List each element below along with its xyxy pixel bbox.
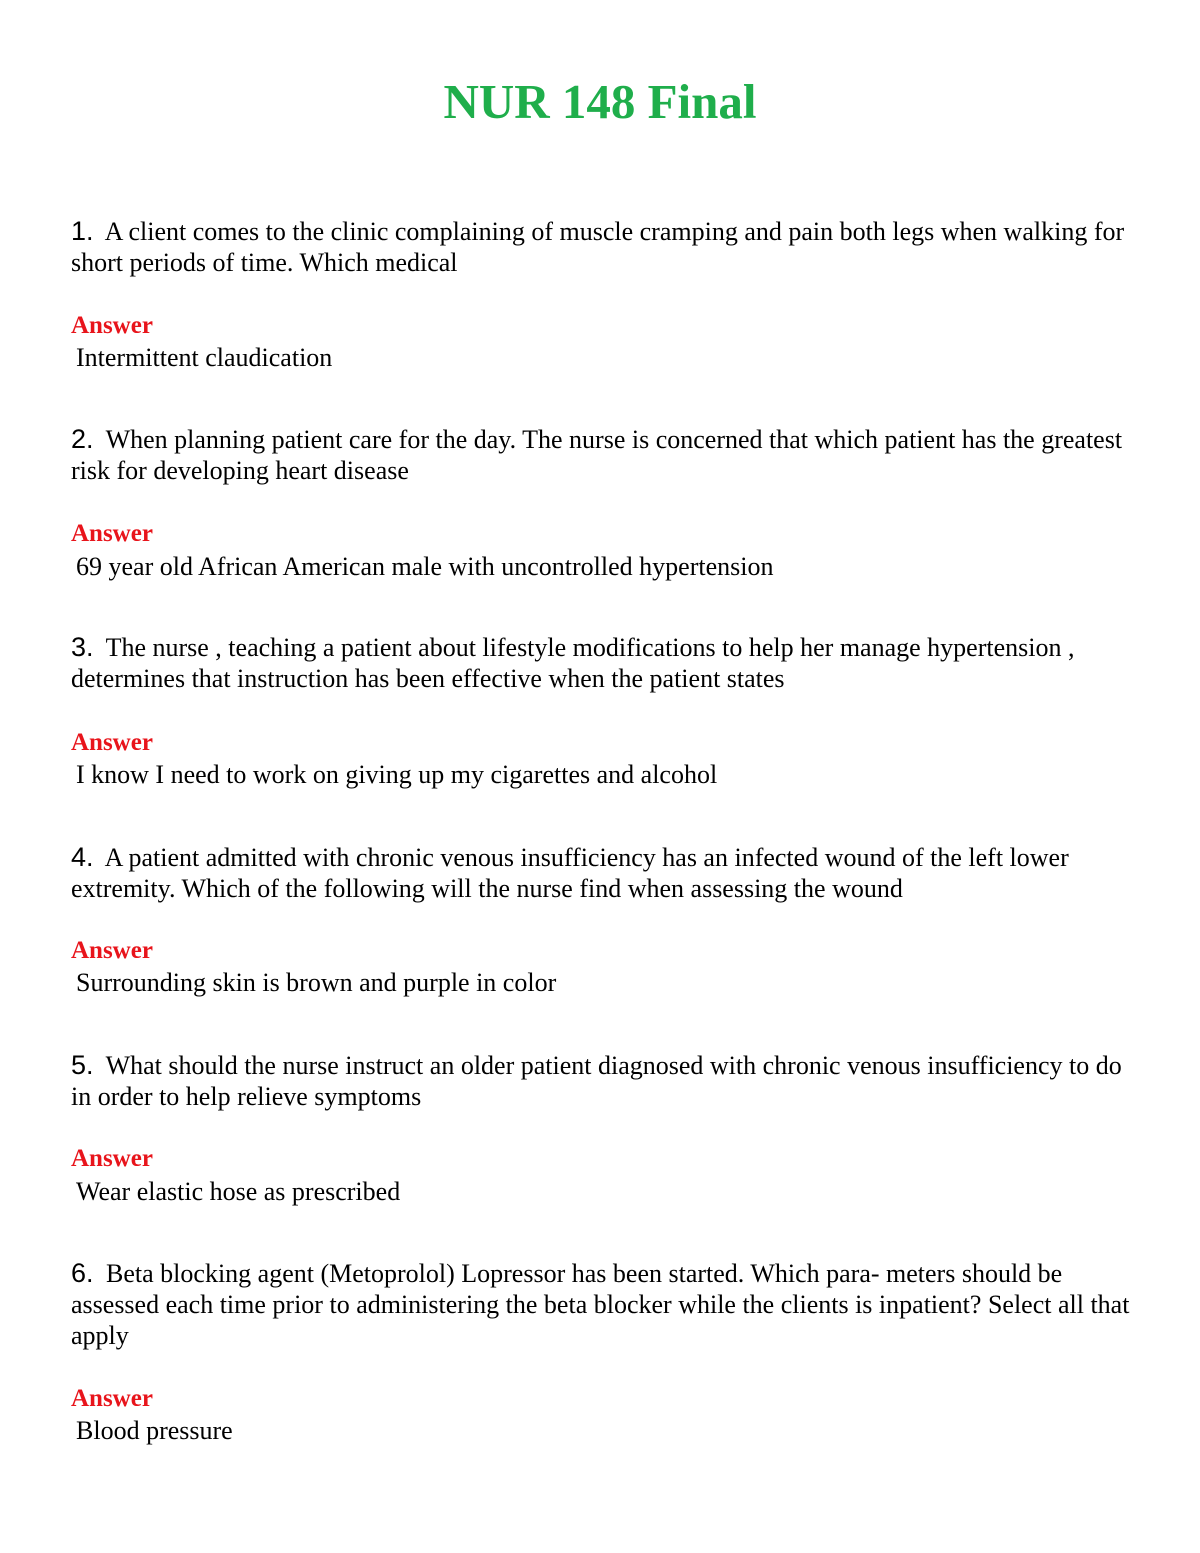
question-text: When planning patient care for the day. The nurse is concerned that which patient has the greatest risk for developing heart disease [71,425,1123,485]
answer-text: I know I need to work on giving up my cigarettes and alcohol [76,760,718,789]
question-text: A patient admitted with chronic venous insufficiency has an infected wound of the left lower extremity. Which of the following will the nurse find when assessing the wound [71,843,1069,903]
question-number: 6. [71,1258,94,1288]
answer-label: Answer [71,312,153,339]
answer-label: Answer [71,1145,153,1172]
answer-label: Answer [71,520,153,547]
answer-label: Answer [71,1385,153,1412]
answer-text: Wear elastic hose as prescribed [76,1177,401,1206]
question-2 [71,424,1131,486]
question-text: A client comes to the clinic complaining of muscle cramping and pain both legs when walking for short periods of time. Which medical [71,217,1125,277]
qa-block-6 [71,1258,1131,1445]
question-text: What should the nurse instruct an older patient diagnosed with chronic venous insufficiency to do in order to help relieve symptoms [71,1051,1122,1111]
answer-text: Intermittent claudication [76,343,333,372]
question-text: Beta blocking agent (Metoprolol) Lopressor has been started. Which para- meters should be assessed each time prior to administering the beta blocker while the clients is inpatient? Select all that apply [71,1259,1130,1350]
question-text: The nurse , teaching a patient about lifestyle modifications to help her manage hypertension , determines that instruction has been effective when the patient states [71,633,1075,693]
question-1 [71,216,1131,278]
question-number: 4. [71,842,94,872]
answer-label: Answer [71,729,153,756]
answer-text: Blood pressure [76,1416,233,1445]
qa-block-1 [71,216,1131,372]
answer-text: Surrounding skin is brown and purple in color [76,968,557,997]
qa-block-3 [71,632,1131,789]
answer-label: Answer [71,937,153,964]
question-number: 2. [71,424,94,454]
question-6 [71,1258,1131,1351]
qa-block-2 [71,424,1131,581]
qa-block-5 [71,1050,1131,1206]
answer-text: 69 year old African American male with uncontrolled hypertension [76,552,774,581]
qa-block-4 [71,842,1131,997]
question-number: 1. [71,216,94,246]
question-3 [71,632,1131,694]
question-5 [71,1050,1131,1112]
question-number: 3. [71,632,94,662]
question-4 [71,842,1131,904]
question-number: 5. [71,1050,94,1080]
document-title: NUR 148 Final [443,74,757,129]
